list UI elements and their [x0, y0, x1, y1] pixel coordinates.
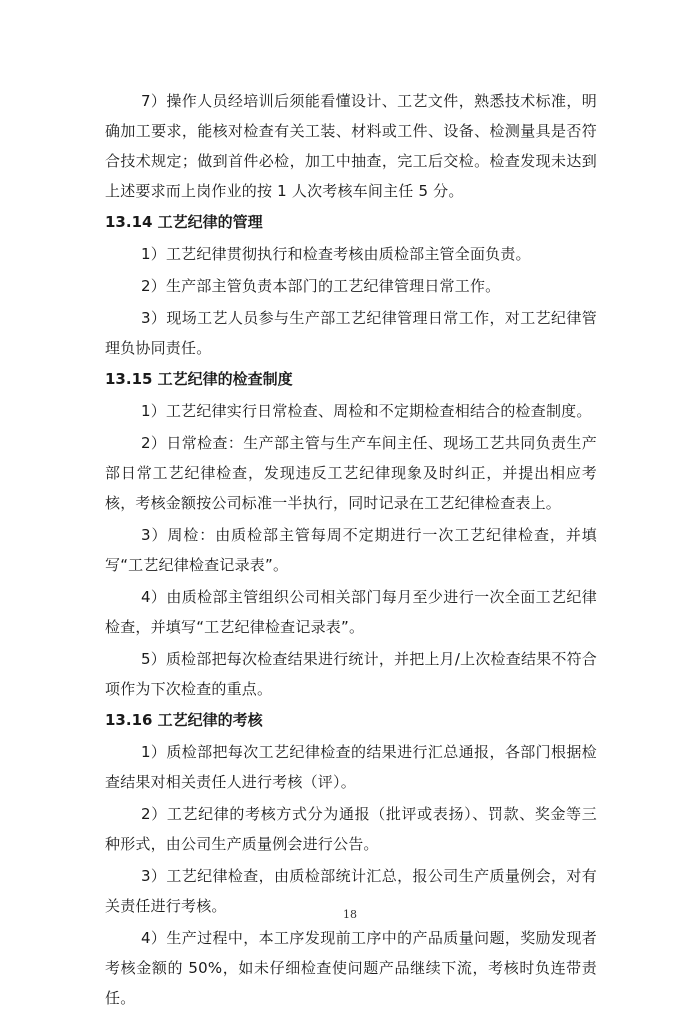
- paragraph-13-16-1: 1）质检部把每次工艺纪律检查的结果进行汇总通报，各部门根据检查结果对相关责任人进行考核（评）。: [105, 743, 597, 791]
- paragraph-13-14-3: 3）现场工艺人员参与生产部工艺纪律管理日常工作，对工艺纪律管理负协同责任。: [105, 309, 597, 357]
- paragraph-13-15-2: 2）日常检查：生产部主管与生产车间主任、现场工艺共同负责生产部日常工艺纪律检查，发现违反工艺纪律现象及时纠正，并提出相应考核，考核金额按公司标准一半执行，同时记录在工艺纪律检查表上。: [105, 434, 597, 512]
- page-number: 18: [343, 908, 357, 921]
- paragraph-13-15-5: 5）质检部把每次检查结果进行统计，并把上月/上次检查结果不符合项作为下次检查的重点。: [105, 650, 597, 698]
- paragraph-7-training: 7）操作人员经培训后须能看懂设计、工艺文件，熟悉技术标准，明确加工要求，能核对检查有关工装、材料或工件、设备、检测量具是否符合技术规定；做到首件必检，加工中抽查，完工后交检。检查发现未达到上述要求而上岗作业的按 1 人次考核车间主任 5 分。: [105, 92, 597, 200]
- paragraph-13-15-4: 4）由质检部主管组织公司相关部门每月至少进行一次全面工艺纪律检查，并填写“工艺纪律检查记录表”。: [105, 588, 597, 636]
- paragraph-13-15-3: 3）周检：由质检部主管每周不定期进行一次工艺纪律检查，并填写“工艺纪律检查记录表”。: [105, 526, 597, 574]
- section-heading-13-15: 13.15 工艺纪律的检查制度: [105, 370, 293, 388]
- section-heading-13-16: 13.16 工艺纪律的考核: [105, 711, 263, 729]
- page-content: [105, 86, 597, 1015]
- paragraph-13-14-1: 1）工艺纪律贯彻执行和检查考核由质检部主管全面负责。: [141, 245, 531, 263]
- paragraph-13-15-1: 1）工艺纪律实行日常检查、周检和不定期检查相结合的检查制度。: [141, 402, 592, 420]
- paragraph-13-16-4: 4）生产过程中，本工序发现前工序中的产品质量问题，奖励发现者考核金额的 50%，如未仔细检查使问题产品继续下流，考核时负连带责任。: [105, 929, 597, 1007]
- paragraph-13-16-2: 2）工艺纪律的考核方式分为通报（批评或表扬）、罚款、奖金等三种形式，由公司生产质量例会进行公告。: [105, 805, 597, 853]
- section-heading-13-14: 13.14 工艺纪律的管理: [105, 213, 263, 231]
- paragraph-13-14-2: 2）生产部主管负责本部门的工艺纪律管理日常工作。: [141, 277, 501, 295]
- paragraph-13-16-3: 3）工艺纪律检查，由质检部统计汇总，报公司生产质量例会，对有关责任进行考核。: [105, 867, 597, 915]
